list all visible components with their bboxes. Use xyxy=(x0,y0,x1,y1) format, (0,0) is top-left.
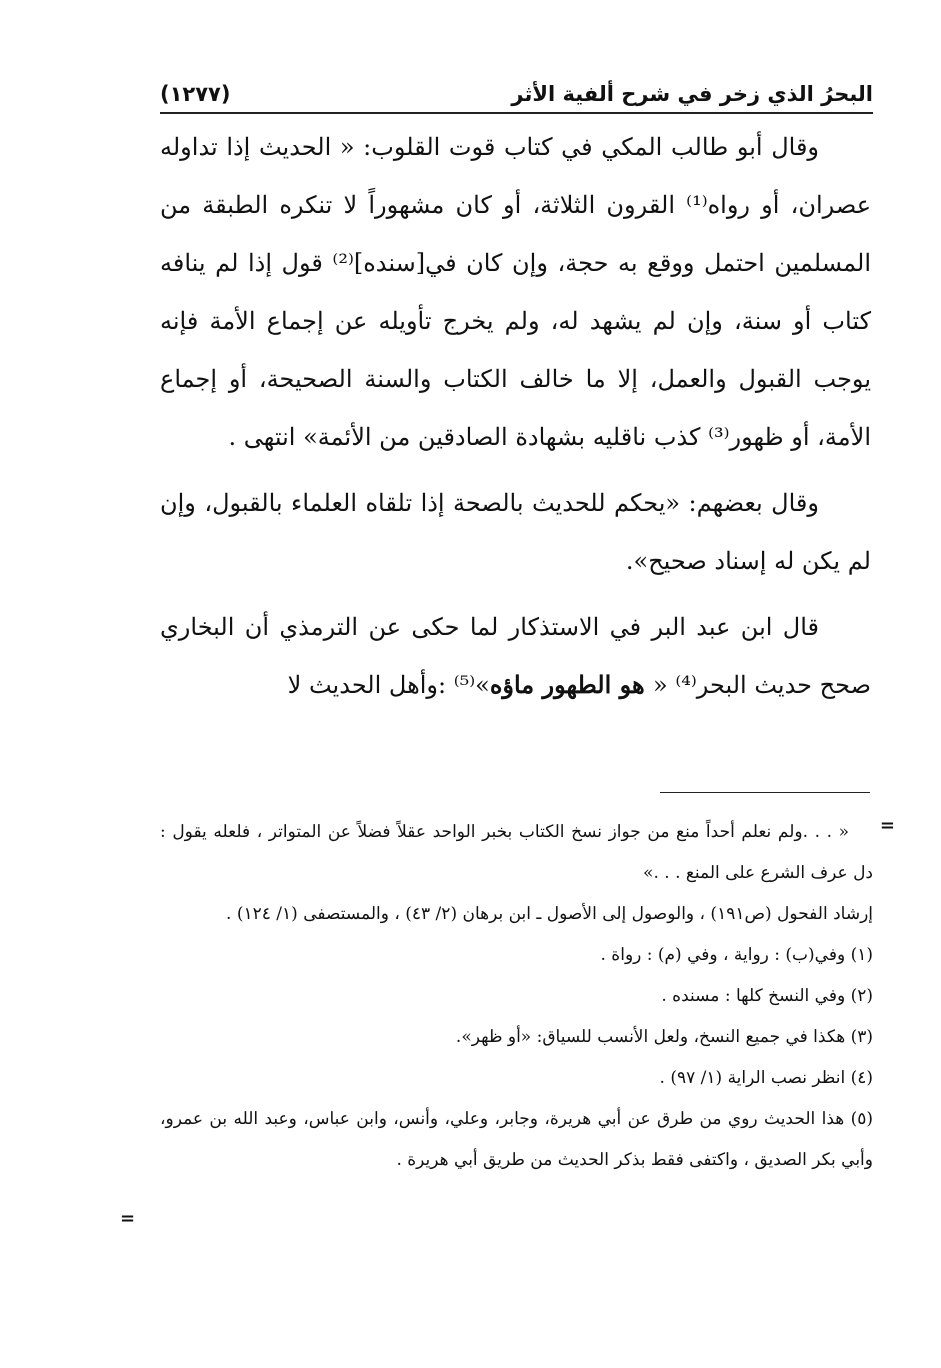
footnote-continued-quote: « . . .ولم نعلم أحداً منع من جواز نسخ الكتاب بخبر الواحد عقلاً فضلاً عن المتواتر ، فلعله يقول : دل عرف الشرع على المنع . . .» xyxy=(160,822,873,883)
paragraph-ibn-abd-al-barr-end: »⁽⁵⁾ :وأهل الحديث لا xyxy=(287,671,490,699)
running-header xyxy=(160,62,873,114)
paragraph-abu-talib: وقال أبو طالب المكي في كتاب قوت القلوب: « الحديث إذا تداوله عصران، أو رواه⁽¹⁾ القرون الثلاثة، أو كان مشهوراً لا تنكره الطبقة من المسلمين احتمل ووقع به حجة، وإن كان في[سنده]⁽²⁾ قول إذا لم ينافه كتاب أو سنة، وإن لم يشهد له، ولم يخرج تأويله عن إجماع الأمة فإنه يوجب القبول والعمل، إلا ما خالف الكتاب والسنة الصحيحة، أو إجماع الأمة، أو ظهور⁽³⁾ كذب ناقليه بشهادة الصادقين من الأئمة» انتهى . xyxy=(160,133,872,451)
paragraph-ibn-abd-al-barr xyxy=(160,598,871,714)
page-number: (١٢٧٧) xyxy=(160,82,231,106)
footnotes xyxy=(160,812,873,1181)
running-title: البحرُ الذي زخر في شرح ألفية الأثر xyxy=(511,82,873,106)
footnote-2: (٢) وفي النسخ كلها : مسنده . xyxy=(661,986,873,1006)
paragraph-ibn-abd-al-barr-start: قال ابن عبد البر في الاستذكار لما حكى عن الترمذي أن البخاري صحح حديث البحر⁽⁴⁾ « xyxy=(160,613,871,699)
paragraph-some-scholars: وقال بعضهم: «يحكم للحديث بالصحة إذا تلقاه العلماء بالقبول، وإن لم يكن له إسناد صحيح». xyxy=(160,489,871,575)
footnote-1: (١) وفي(ب) : رواية ، وفي (م) : رواة . xyxy=(600,945,873,965)
footnote-continuation-mark-top: = xyxy=(879,815,895,836)
main-text xyxy=(160,118,871,714)
footnote-continued-sources: إرشاد الفحول (ص١٩١) ، والوصول إلى الأصول ـ ابن برهان (٢/ ٤٣) ، والمستصفى (١/ ١٢٤) . xyxy=(226,904,873,924)
footnote-4: (٤) انظر نصب الراية (١/ ٩٧) . xyxy=(659,1068,873,1088)
footnote-5: (٥) هذا الحديث روي من طرق عن أبي هريرة، وجابر، وعلي، وأنس، وابن عباس، وعبد الله بن عمرو، وأبي بكر الصديق ، واكتفى فقط بذكر الحديث من طريق أبي هريرة . xyxy=(160,1109,873,1170)
footnote-3: (٣) هكذا في جميع النسخ، ولعل الأنسب للسياق: «أو ظهر». xyxy=(455,1027,873,1047)
footnote-continuation-mark-bottom: = xyxy=(120,1208,136,1229)
hadith-quote: هو الطهور ماؤه xyxy=(489,670,653,699)
footnote-divider xyxy=(660,792,870,793)
